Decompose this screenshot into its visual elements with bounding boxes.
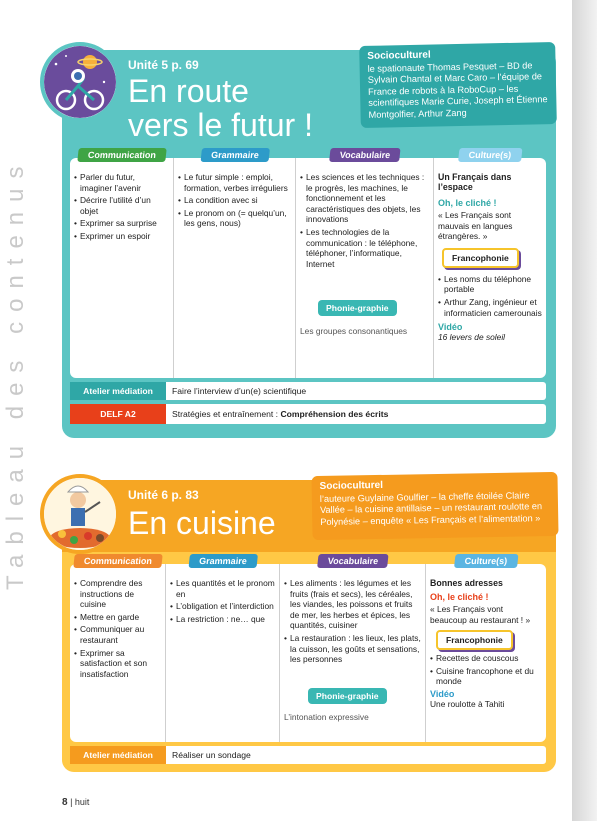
delf-text-prefix: Stratégies et entraînement : <box>172 409 281 419</box>
unit6-cliche-label: Oh, le cliché ! <box>430 592 489 602</box>
unit5-socio-heading: Socioculturel <box>367 49 431 62</box>
unit6-communication-list <box>70 564 165 679</box>
unit5-col-grammaire <box>174 150 296 378</box>
list-item: • Arthur Zang, ingénieur et informaticien camerounais <box>438 297 542 318</box>
unit6-cliche-text: « Les Français vont beaucoup au restaurant ! » <box>430 604 531 625</box>
unit5-title-line2: vers le futur ! <box>128 107 313 143</box>
unit5-socio-text: le spationaute Thomas Pesquet – BD de Sylvain Chantal et Marc Caro – l’équipe de France de robots à la RoboCup – les scientifiques Marie Curie, Joseph et Étienne Montgolfier, Arthur Zang <box>367 59 548 120</box>
unit6-content-box <box>70 556 546 742</box>
list-item: • Parler du futur, imaginer l’avenir <box>74 172 169 193</box>
unit5-tab-grammaire: Grammaire <box>200 148 269 162</box>
unit6-card <box>62 480 556 772</box>
unit6-col-grammaire <box>166 556 280 742</box>
page-footer: 8 | huit <box>62 797 90 808</box>
unit6-col-communication <box>70 556 166 742</box>
unit6-vocabulaire-list <box>280 564 425 665</box>
unit5-label: Unité 5 p. 69 <box>128 58 199 72</box>
unit6-atelier-row <box>70 746 546 764</box>
unit5-tab-vocabulaire: Vocabulaire <box>329 148 401 162</box>
page-number-word: huit <box>74 797 90 807</box>
unit6-tab-culture: Culture(s) <box>454 554 518 568</box>
unit5-phonie-graphie-label: Phonie-graphie <box>318 300 397 316</box>
unit6-phonie-graphie-label: Phonie-graphie <box>308 688 387 704</box>
unit5-card <box>62 50 556 438</box>
unit6-socio-heading: Socioculturel <box>319 479 384 493</box>
astronaut-bike-icon <box>44 46 116 118</box>
list-item: • Les technologies de la communication : le téléphone, téléphoner, l’informatique, Internet <box>300 227 429 269</box>
list-item: • Communiquer au restaurant <box>74 624 161 645</box>
unit6-grammaire-list <box>166 564 279 624</box>
side-title: Tableau des contenus <box>2 156 29 590</box>
unit5-delf-text <box>166 409 388 419</box>
unit5-video-text: 16 levers de soleil <box>438 332 506 343</box>
unit6-socioculturel-box <box>311 472 558 540</box>
list-item: • La restriction : ne… que <box>170 614 275 625</box>
page-number: 8 <box>62 797 68 808</box>
list-item: • La restauration : les lieux, les plats, la cuisson, les goûts et sensations, les personnes <box>284 633 421 665</box>
unit6-socio-text: l’auteure Guylaine Goulfier – la cheffe étoilée Claire Vallée – la cuisine antillaise – un restaurant roulotte en Polynésie – enquête « Les Français et l’alimentation » <box>319 489 543 527</box>
unit5-vocabulaire-list <box>296 158 433 269</box>
unit5-col-communication <box>70 150 174 378</box>
list-item: • Recettes de couscous <box>430 653 542 664</box>
list-item: • Les sciences et les techniques : le progrès, les machines, le fonctionnement et les caractéristiques des objets, les innovations <box>300 172 429 225</box>
list-item: • L’obligation et l’interdiction <box>170 601 275 612</box>
unit5-columns <box>70 150 546 378</box>
unit5-atelier-label: Atelier médiation <box>70 382 166 400</box>
unit5-title-line1: En route <box>128 73 249 109</box>
unit6-tab-grammaire: Grammaire <box>188 554 257 568</box>
unit6-atelier-text: Réaliser un sondage <box>172 750 251 760</box>
unit5-cliche-text: « Les Français sont mauvais en langues étrangères. » <box>438 210 513 242</box>
unit6-col-culture <box>426 556 546 742</box>
unit6-illustration <box>40 474 120 554</box>
unit5-socioculturel-box <box>359 42 557 128</box>
unit6-francophonie-list <box>430 653 542 687</box>
list-item: • La condition avec si <box>178 195 291 206</box>
list-item: • Comprendre des instructions de cuisine <box>74 578 161 610</box>
unit5-content-box <box>70 150 546 378</box>
unit6-atelier-label: Atelier médiation <box>70 746 166 764</box>
unit5-illustration <box>40 42 120 122</box>
unit5-tab-communication: Communication <box>77 148 166 162</box>
unit5-atelier-row <box>70 382 546 400</box>
unit6-columns <box>70 556 546 742</box>
unit5-cliche-label: Oh, le cliché ! <box>438 198 497 208</box>
list-item: • Exprimer sa satisfaction et son insatisfaction <box>74 648 161 680</box>
unit6-col-vocabulaire <box>280 556 426 742</box>
page-edge <box>572 0 597 821</box>
unit6-video-text: Une roulotte à Tahiti <box>430 698 505 709</box>
unit5-grammaire-list <box>174 158 295 229</box>
unit6-label: Unité 6 p. 83 <box>128 488 199 502</box>
unit6-title: En cuisine <box>128 505 276 541</box>
list-item: • Le pronom on (= quelqu’un, les gens, nous) <box>178 208 291 229</box>
unit5-francophonie-label: Francophonie <box>442 248 519 268</box>
unit5-communication-list <box>70 158 173 242</box>
unit5-phonie-text: Les groupes consonantiques <box>300 326 408 336</box>
unit6-video-label: Vidéo <box>430 688 455 699</box>
unit5-col-vocabulaire <box>296 150 434 378</box>
unit5-delf-label: DELF A2 <box>70 404 166 424</box>
unit6-culture-heading: Bonnes adresses <box>430 578 503 588</box>
list-item: • Le futur simple : emploi, formation, verbes irréguliers <box>178 172 291 193</box>
unit5-delf-row <box>70 404 546 424</box>
delf-text-bold: Compréhension des écrits <box>280 409 389 419</box>
list-item: • Exprimer un espoir <box>74 231 169 242</box>
unit5-video-label: Vidéo <box>438 322 463 333</box>
unit6-phonie-text: L’intonation expressive <box>284 712 369 722</box>
unit6-tab-communication: Communication <box>73 554 162 568</box>
unit5-tab-culture: Culture(s) <box>458 148 522 162</box>
chef-cooking-icon <box>44 478 116 550</box>
unit5-culture-heading: Un Français dans l’espace <box>438 172 512 192</box>
list-item: • Décrire l’utilité d’un objet <box>74 195 169 216</box>
list-item: • Les aliments : les légumes et les fruits (frais et secs), les céréales, les viandes, les poissons et fruits de mer, les herbes et épices, les quantités, cuisiner <box>284 578 421 631</box>
unit6-francophonie-label: Francophonie <box>436 630 513 650</box>
unit5-francophonie-list <box>438 274 542 318</box>
unit6-tab-vocabulaire: Vocabulaire <box>317 554 389 568</box>
list-item: • Les quantités et le pronom en <box>170 578 275 599</box>
list-item: • Les noms du téléphone portable <box>438 274 542 295</box>
list-item: • Exprimer sa surprise <box>74 218 169 229</box>
unit5-atelier-text: Faire l’interview d’un(e) scientifique <box>172 386 307 396</box>
unit5-col-culture <box>434 150 546 378</box>
list-item: • Mettre en garde <box>74 612 161 623</box>
list-item: • Cuisine francophone et du monde <box>430 666 542 687</box>
